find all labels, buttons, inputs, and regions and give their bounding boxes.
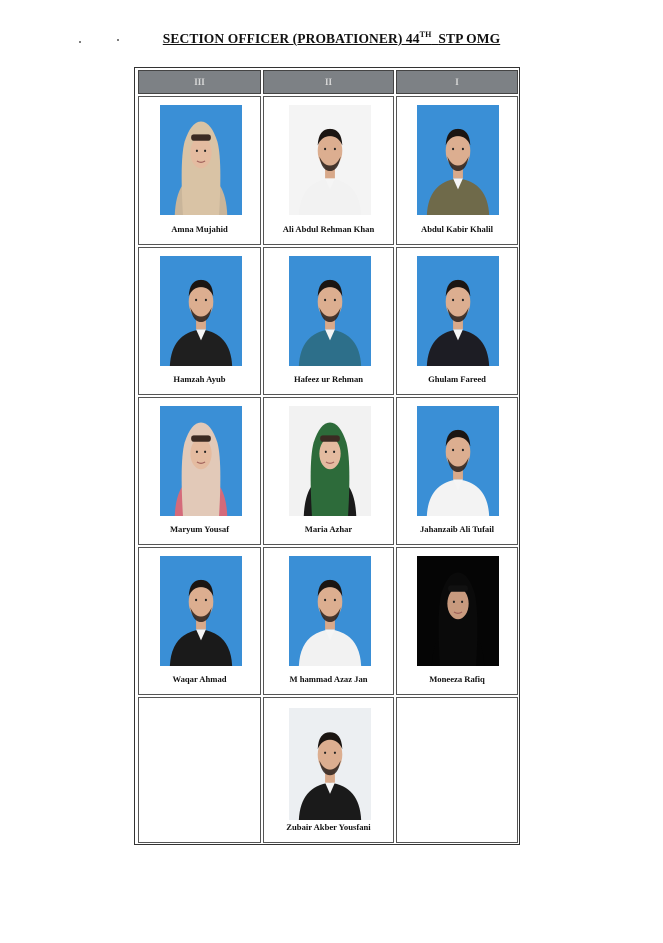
officer-card <box>263 96 394 245</box>
portrait-drawing <box>160 406 242 516</box>
officer-photo <box>289 256 371 366</box>
officer-photo <box>289 105 371 215</box>
officer-card <box>396 96 518 245</box>
officer-name: Ali Abdul Rehman Khan <box>282 224 375 234</box>
officer-name: Waqar Ahmad <box>172 674 227 684</box>
empty-cell <box>396 697 518 843</box>
portrait-drawing <box>417 556 499 666</box>
column-header-1: I <box>396 70 518 94</box>
officer-card <box>396 247 518 395</box>
officer-card <box>263 547 394 695</box>
officer-name: Abdul Kabir Khalil <box>421 224 493 234</box>
column-header-3: III <box>138 70 261 94</box>
column-header-2: II <box>263 70 394 94</box>
officer-name: Hamzah Ayub <box>173 374 226 384</box>
officer-photo <box>417 406 499 516</box>
portrait-drawing <box>160 556 242 666</box>
officer-photo <box>160 105 242 215</box>
portrait-drawing <box>160 256 242 366</box>
officer-photo <box>160 556 242 666</box>
officer-name: Maria Azhar <box>304 524 353 534</box>
officer-photo <box>160 256 242 366</box>
officer-name: Jahanzaib Ali Tufail <box>419 524 495 534</box>
officer-card <box>138 547 261 695</box>
officer-photo-grid <box>134 67 520 845</box>
title-main: SECTION OFFICER (PROBATIONER) 44 <box>162 31 420 46</box>
officer-name: Ghulam Fareed <box>428 374 486 384</box>
officer-card <box>263 697 394 843</box>
officer-name: Amna Mujahid <box>171 224 228 234</box>
officer-photo <box>160 406 242 516</box>
officer-card <box>138 96 261 245</box>
portrait-drawing <box>417 406 499 516</box>
portrait-drawing <box>289 406 371 516</box>
empty-cell <box>138 697 261 843</box>
scan-speck <box>117 39 119 41</box>
officer-card <box>263 247 394 395</box>
officer-photo <box>417 556 499 666</box>
title-tail: STP OMG <box>438 31 501 46</box>
portrait-drawing <box>289 105 371 215</box>
officer-name: Moneeza Rafiq <box>429 674 485 684</box>
officer-name: Maryum Yousaf <box>169 524 230 534</box>
portrait-drawing <box>289 256 371 366</box>
page-title <box>0 30 663 47</box>
portrait-drawing <box>289 556 371 666</box>
officer-card <box>138 397 261 545</box>
officer-photo <box>289 556 371 666</box>
officer-card <box>396 547 518 695</box>
portrait-drawing <box>417 105 499 215</box>
officer-name: M hammad Azaz Jan <box>289 674 368 684</box>
portrait-drawing <box>160 105 242 215</box>
officer-name: Zubair Akber Yousfani <box>286 822 371 832</box>
officer-photo <box>289 708 371 820</box>
scan-speck <box>79 41 81 43</box>
portrait-drawing <box>289 708 371 820</box>
officer-photo <box>289 406 371 516</box>
officer-card <box>396 397 518 545</box>
officer-photo <box>417 256 499 366</box>
title-superscript: TH <box>419 30 432 39</box>
officer-card <box>263 397 394 545</box>
officer-photo <box>417 105 499 215</box>
portrait-drawing <box>417 256 499 366</box>
officer-card <box>138 247 261 395</box>
officer-name: Hafeez ur Rehman <box>293 374 364 384</box>
